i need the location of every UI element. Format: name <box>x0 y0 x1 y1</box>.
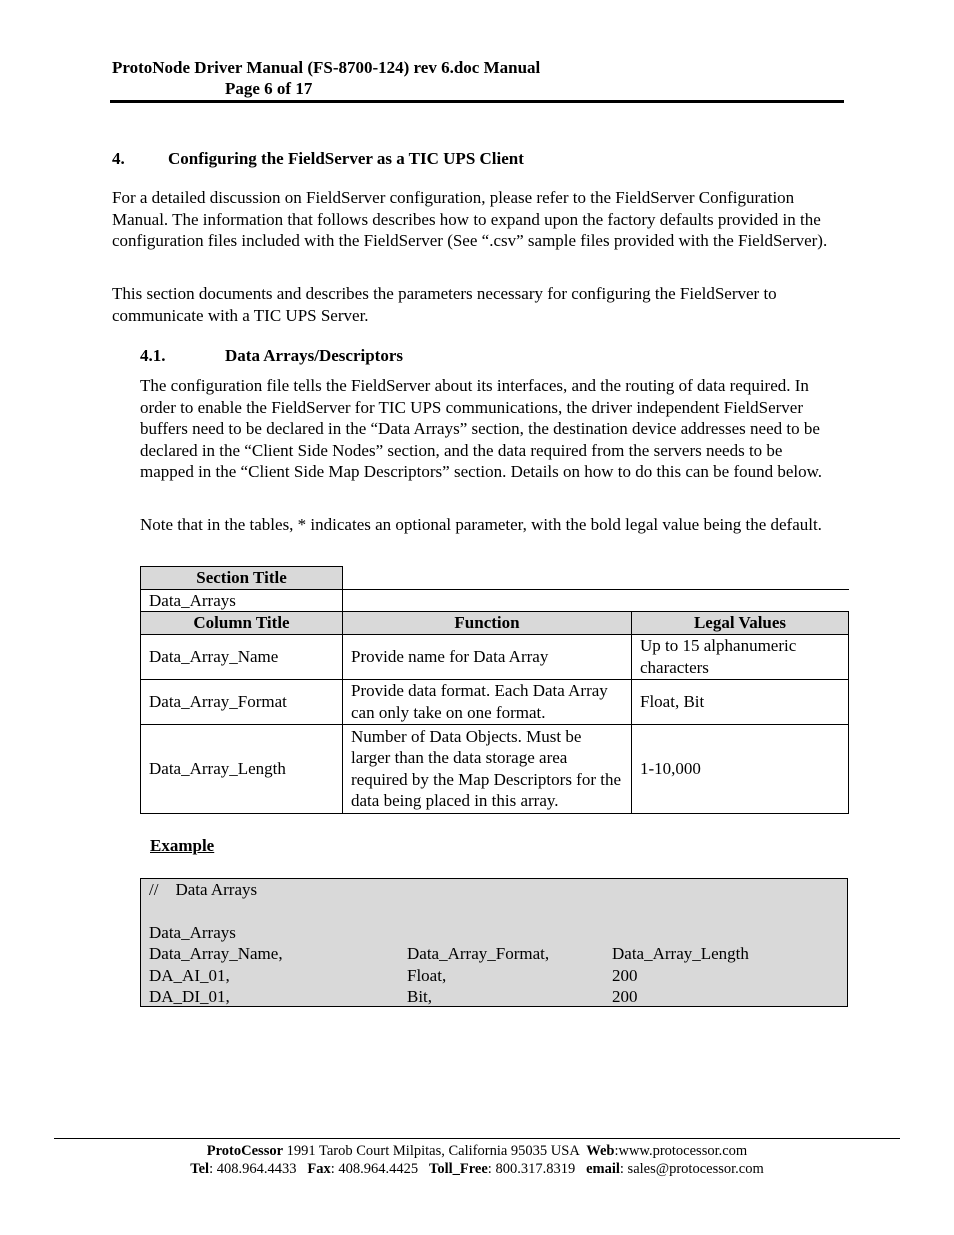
data-arrays-table <box>140 566 849 814</box>
code-row-length: 200 <box>612 966 638 985</box>
row-legal-values: 1-10,000 <box>632 724 849 813</box>
code-header-format: Data_Array_Format, <box>407 944 550 963</box>
section-title-value: Data_Arrays <box>141 589 343 612</box>
section-paragraph-1: For a detailed discussion on FieldServer configuration, please refer to the FieldServer Configuration Manual. The information that follows describes how to expand upon the factory defaults provided in the configuration files included with the FieldServer (See “.csv” sample files provided with the FieldServer). <box>112 188 828 251</box>
example-code-block <box>140 878 848 1007</box>
code-header-name: Data_Array_Name, <box>149 944 283 963</box>
row-function: Provide name for Data Array <box>343 634 632 679</box>
footer-tollfree-value: : 800.317.8319 <box>487 1161 587 1177</box>
footer-line-2 <box>0 1160 954 1179</box>
code-section: Data_Arrays <box>149 923 236 942</box>
footer-web-link[interactable]: :www.protocessor.com <box>614 1143 748 1159</box>
footer-web-label: Web <box>586 1143 615 1159</box>
subsection-title: Data Arrays/Descriptors <box>225 346 403 365</box>
footer-fax-label: Fax <box>307 1161 331 1177</box>
section-title-header: Section Title <box>141 567 343 590</box>
header-page-number: Page 6 of 17 <box>225 79 313 98</box>
code-row-length: 200 <box>612 987 638 1006</box>
header-rule <box>110 100 844 103</box>
footer-line-1 <box>0 1142 954 1161</box>
section-paragraph-2: This section documents and describes the parameters necessary for configuring the FieldServer to communicate with a TIC UPS Server. <box>112 284 777 325</box>
code-row-name: DA_AI_01, <box>149 966 230 985</box>
row-title: Data_Array_Format <box>141 679 343 724</box>
table-row <box>141 679 849 724</box>
code-comment: // Data Arrays <box>149 880 258 899</box>
row-title: Data_Array_Name <box>141 634 343 679</box>
footer-rule <box>54 1138 900 1139</box>
column-header-legal-values: Legal Values <box>632 612 849 635</box>
subsection-number: 4.1. <box>140 346 166 365</box>
footer-email-link[interactable]: : sales@protocessor.com <box>619 1161 764 1177</box>
footer-email-label: email <box>586 1161 620 1177</box>
footer-address: 1991 Tarob Court Milpitas, California 95035 USA <box>283 1143 587 1159</box>
footer-tel-value: : 408.964.4433 <box>209 1161 308 1177</box>
footer-tel-label: Tel <box>190 1161 210 1177</box>
row-function: Number of Data Objects. Must be larger than the data storage area required by the Map Descriptors for the data being placed in this array. <box>343 724 632 813</box>
column-header-function: Function <box>343 612 632 635</box>
row-legal-values: Float, Bit <box>632 679 849 724</box>
table-row <box>141 634 849 679</box>
row-legal-values: Up to 15 alphanumeric characters <box>632 634 849 679</box>
subsection-paragraph-2: Note that in the tables, * indicates an optional parameter, with the bold legal value being the default. <box>140 515 822 534</box>
code-row-format: Float, <box>407 966 447 985</box>
example-heading: Example <box>150 836 215 855</box>
section-number: 4. <box>112 149 125 168</box>
section-title: Configuring the FieldServer as a TIC UPS Client <box>168 149 524 168</box>
code-row-name: DA_DI_01, <box>149 987 230 1006</box>
row-function: Provide data format. Each Data Array can only take on one format. <box>343 679 632 724</box>
header-title: ProtoNode Driver Manual (FS-8700-124) rev 6.doc Manual <box>112 58 541 77</box>
subsection-paragraph-1: The configuration file tells the FieldServer about its interfaces, and the routing of data required. In order to enable the FieldServer for TIC UPS communications, the driver independent FieldServer buffers need to be declared in the “Data Arrays” section, the destination device addresses need to be declared in the “Client Side Nodes” section, and the data required from the servers needs to be mapped in the “Client Side Map Descriptors” section. Details on how to do this can be found below. <box>140 376 823 482</box>
footer-tollfree-label: Toll_Free <box>428 1161 488 1177</box>
code-row-format: Bit, <box>407 987 433 1006</box>
column-header-title: Column Title <box>141 612 343 635</box>
footer-fax-value: : 408.964.4425 <box>330 1161 429 1177</box>
row-title: Data_Array_Length <box>141 724 343 813</box>
code-header-length: Data_Array_Length <box>612 944 749 963</box>
footer-company: ProtoCessor <box>206 1143 284 1159</box>
table-row <box>141 724 849 813</box>
